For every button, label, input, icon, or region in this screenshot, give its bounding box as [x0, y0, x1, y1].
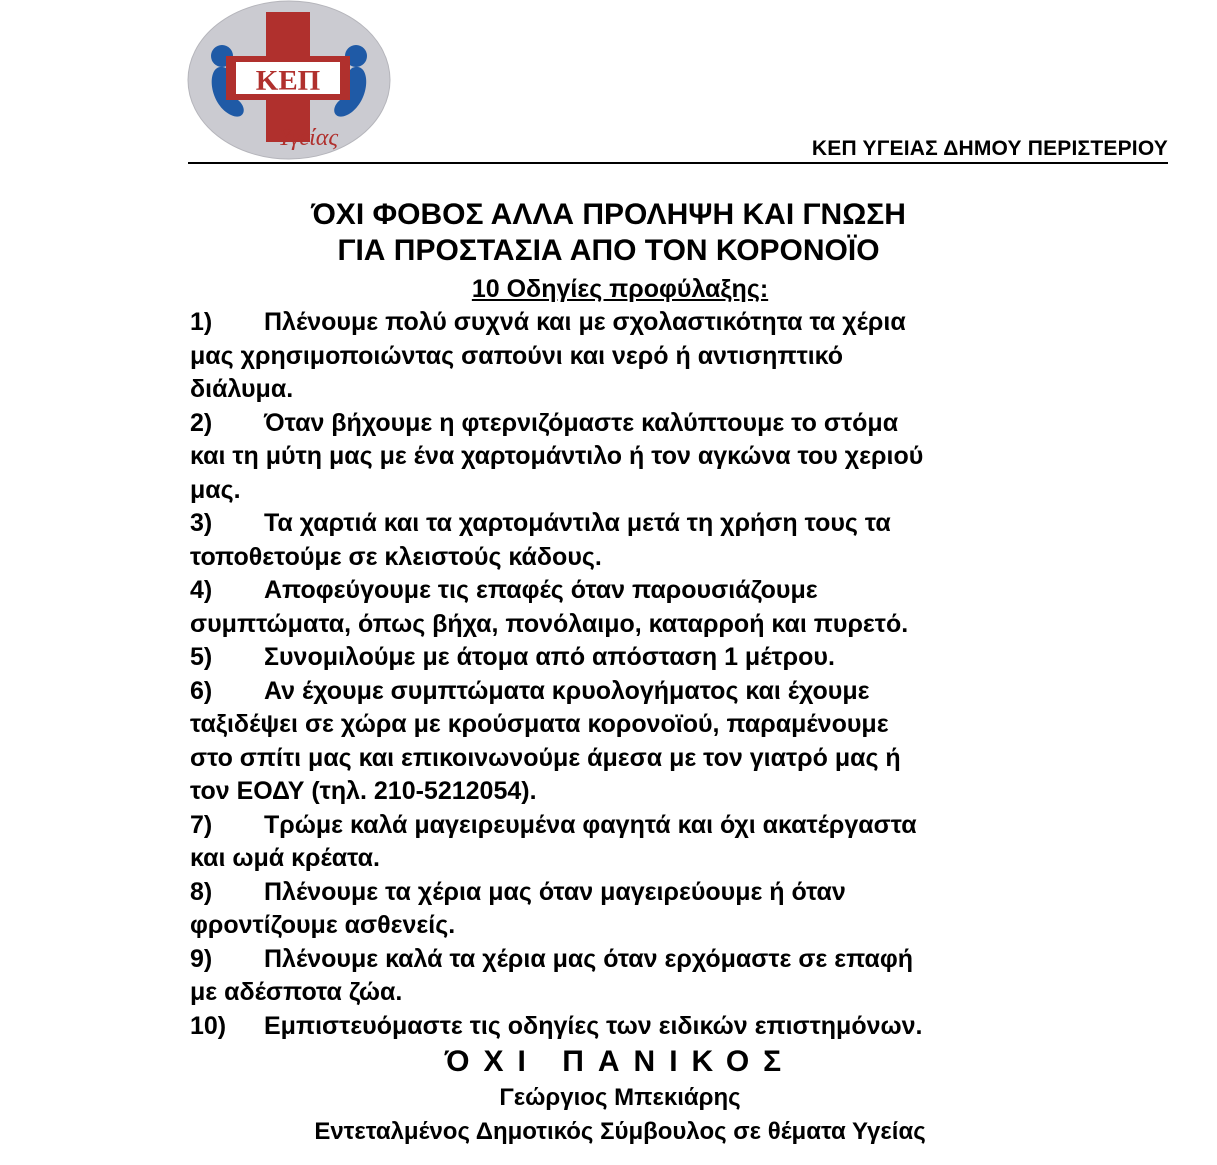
item-line: μας χρησιμοποιώντας σαπούνι και νερό ή αντισηπτικό	[190, 341, 844, 370]
list-item	[190, 641, 1090, 675]
logo-cross-text: ΚΕΠ	[255, 65, 321, 97]
item-number: 2)	[190, 408, 213, 437]
item-line: τον ΕΟΔΥ (τηλ. 210-5212054).	[190, 777, 537, 805]
item-line: Πλένουμε πολύ συχνά και με σχολαστικότητα τα χέρια	[264, 308, 906, 336]
signatory-name: Γεώργιος Μπεκιάρης	[499, 1084, 741, 1111]
item-number: 7)	[190, 810, 213, 839]
page-title	[0, 197, 1217, 269]
item-line: Τα χαρτιά και τα χαρτομάντιλα μετά τη χρήση τους τα	[264, 509, 891, 537]
item-line: και ωμά κρέατα.	[190, 844, 380, 872]
item-number: 5)	[190, 643, 213, 671]
item-line: Πλένουμε καλά τα χέρια μας όταν ερχόμαστε σε επαφή	[264, 944, 914, 973]
item-number: 9)	[190, 944, 213, 973]
item-line: διάλυμα.	[190, 375, 294, 403]
signatory-role: Εντεταλμένος Δημοτικός Σύμβουλος σε θέματα Υγείας	[314, 1118, 926, 1145]
list-item	[190, 507, 1090, 574]
list-item	[190, 876, 1090, 943]
item-line: Συνομιλούμε με άτομα από απόσταση 1 μέτρου.	[264, 643, 835, 671]
item-line: Όταν βήχουμε η φτερνιζόμαστε καλύπτουμε το στόμα	[264, 408, 899, 437]
item-line: ταξιδέψει σε χώρα με κρούσματα κορονοϊού, παραμένουμε	[190, 710, 889, 738]
list-item	[190, 306, 1090, 407]
list-item	[190, 1010, 1090, 1044]
item-number: 10)	[190, 1011, 227, 1040]
logo-script-text: Υγείας	[277, 125, 339, 151]
item-line: Εμπιστευόμαστε τις οδηγίες των ειδικών επιστημόνων.	[264, 1011, 923, 1040]
title-line-2: ΓΙΑ ΠΡΟΣΤΑΣΙΑ ΑΠΟ ΤΟΝ ΚΟΡΟΝΟΪΟ	[337, 234, 880, 267]
item-line: Πλένουμε τα χέρια μας όταν μαγειρεύουμε ή όταν	[264, 877, 846, 906]
no-panic-slogan: ΌΧΙ ΠΑΝΙΚΟΣ	[444, 1045, 796, 1078]
logo-graphic	[186, 0, 392, 160]
item-number: 4)	[190, 576, 213, 604]
organization-name: ΚΕΠ ΥΓΕΙΑΣ ΔΗΜΟΥ ΠΕΡΙΣΤΕΡΙΟΥ	[811, 137, 1168, 160]
instructions-list	[190, 306, 1090, 1043]
list-item	[190, 574, 1090, 641]
list-item	[190, 407, 1090, 508]
list-item	[190, 943, 1090, 1010]
item-line: Τρώμε καλά μαγειρευμένα φαγητά και όχι ακατέργαστα	[264, 810, 917, 839]
item-line: φροντίζουμε ασθενείς.	[190, 911, 456, 939]
footer	[0, 1043, 1217, 1149]
title-line-1: ΌΧΙ ΦΟΒΟΣ ΑΛΛΑ ΠΡΟΛΗΨΗ ΚΑΙ ΓΝΩΣΗ	[311, 198, 906, 231]
item-number: 3)	[190, 509, 213, 537]
list-item	[190, 675, 1090, 809]
item-line: με αδέσποτα ζώα.	[190, 978, 403, 1006]
item-line: μας.	[190, 475, 241, 504]
item-line: στο σπίτι μας και επικοινωνούμε άμεσα με τον γιατρό μας ή	[190, 743, 901, 772]
header-divider	[188, 162, 1168, 164]
item-number: 6)	[190, 676, 213, 705]
item-number: 1)	[190, 308, 213, 336]
keп-health-logo	[186, 0, 392, 160]
item-line: Αποφεύγουμε τις επαφές όταν παρουσιάζουμε	[264, 576, 818, 604]
instructions-heading: 10 Οδηγίες προφύλαξης:	[471, 275, 769, 303]
item-line: Αν έχουμε συμπτώματα κρυολογήματος και έχουμε	[264, 676, 870, 705]
item-line: τοποθετούμε σε κλειστούς κάδους.	[190, 542, 602, 571]
item-line: συμπτώματα, όπως βήχα, πονόλαιμο, καταρροή και πυρετό.	[190, 609, 909, 638]
item-line: και τη μύτη μας με ένα χαρτομάντιλο ή τον αγκώνα του χεριού	[190, 442, 924, 470]
list-item	[190, 809, 1090, 876]
item-number: 8)	[190, 877, 213, 906]
